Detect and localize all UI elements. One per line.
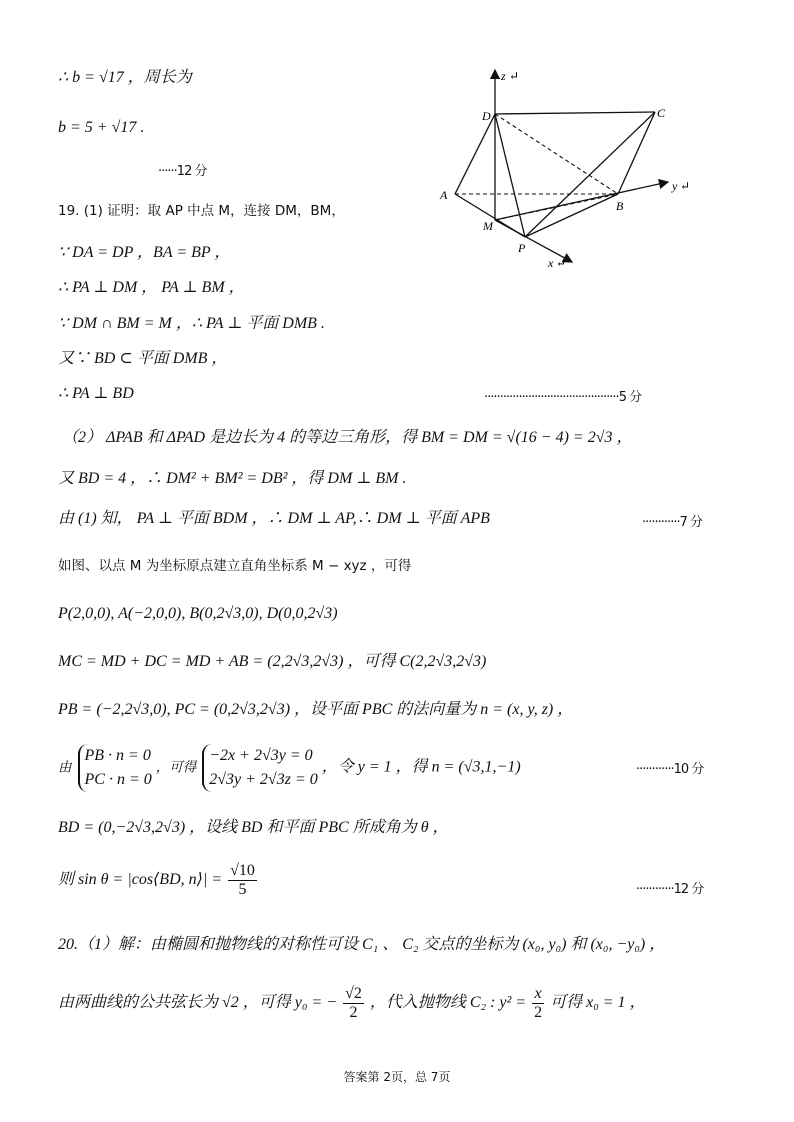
line-point-coordinates: P(2,0,0), A(−2,0,0), B(0,2√3,0), D(0,0,2√3)	[58, 605, 338, 622]
line-pa-perp-dm: ∴ PA ⊥ DM ， PA ⊥ BM ，	[58, 279, 245, 296]
label-y-mark: ↵	[680, 179, 690, 193]
label-b: B	[616, 199, 624, 213]
label-z: z	[501, 69, 506, 83]
edge-dc	[495, 112, 655, 114]
parabola-numerator: x	[532, 985, 544, 1004]
label-m: M	[483, 219, 493, 233]
score-10: ············10 分	[636, 762, 704, 777]
edge-db	[495, 114, 618, 194]
line-perimeter-b: ∴ b = √17 ，周长为	[58, 69, 192, 86]
problem-20-start: 20.（1）解：由椭圆和抛物线的对称性可设 C₁ 、 C₂ 交点的坐标为 (x₀, y₀) 和 (x₀, −y₀) ，	[58, 936, 666, 953]
label-a: A	[440, 188, 448, 202]
system-eq-2: 2√3y + 2√3z = 0	[209, 771, 318, 788]
chord-expr: 由两曲线的公共弦长为 √2 ，可得 y₀ = −	[58, 994, 338, 1012]
label-d: D	[482, 109, 491, 123]
parabola-expr: ，代入抛物线 C₂ : y² =	[369, 994, 527, 1012]
line-dm-cap-bm: ∵ DM ∩ BM = M ，∴ PA ⊥ 平面 DMB .	[58, 315, 325, 332]
system-eq-pc: PC · n = 0	[84, 771, 152, 788]
parabola-fraction	[532, 985, 544, 1022]
problem-19-proof-start: 19. (1) 证明：取 AP 中点 M，连接 DM，BM，	[58, 203, 345, 219]
edge-pb	[525, 194, 618, 237]
label-x-mark: ↵	[556, 256, 567, 270]
label-z-mark: ↵	[509, 69, 520, 83]
line-part2-equilateral: （2） ΔPAB 和 ΔPAD 是边长为 4 的等边三角形，得 BM = DM = √(16 − 4) = 2√3 ，	[62, 429, 633, 446]
line-vector-bd: BD = (0,−2√3,2√3) ，设线 BD 和平面 PBC 所成角为 θ ，	[58, 819, 449, 836]
score-5: ···········································5 分	[484, 390, 642, 405]
system-eq-1: −2x + 2√3y = 0	[209, 747, 313, 764]
line-bd-in-plane: 又∵ BD ⊂ 平面 DMB ，	[58, 350, 228, 367]
line-b-value: b = 5 + √17 .	[58, 119, 145, 136]
x0-result: 可得 x₀ = 1 ，	[550, 994, 646, 1012]
y-axis	[495, 182, 668, 220]
line-vectors-pb-pc: PB = (−2,2√3,0), PC = (0,2√3,2√3) ，设平面 PBC 的法向量为 n = (x, y, z) ，	[58, 701, 574, 718]
system-prefix: 由	[58, 759, 72, 776]
line-pa-perp-bd: ∴ PA ⊥ BD	[58, 385, 134, 402]
sin-theta-expr: 则 sin θ = |cos⟨BD, n⟩| =	[58, 871, 223, 889]
score-12: ············12 分	[636, 882, 704, 897]
sin-theta-fraction	[228, 862, 257, 899]
system-equations	[202, 744, 317, 792]
line-coordinate-system: 如图、以点 M 为坐标原点建立直角坐标系 M − xyz ，可得	[58, 558, 412, 574]
label-x: x	[548, 256, 554, 270]
page-footer: 答案第 2页，总 7页	[343, 1070, 451, 1084]
y0-fraction	[343, 985, 364, 1022]
pyramid-figure	[430, 62, 690, 282]
line-common-chord	[58, 985, 646, 1022]
parabola-denominator: 2	[534, 1004, 543, 1021]
line-normal-system	[58, 744, 521, 792]
fraction-numerator: √10	[230, 862, 255, 879]
system-mid: ，可得	[155, 759, 197, 776]
edge-cp	[525, 112, 655, 237]
system-dot-products	[78, 744, 152, 792]
score-12-top: ······12 分	[158, 164, 207, 179]
edge-cb	[618, 112, 655, 194]
score-7: ············7 分	[642, 515, 702, 530]
edge-da	[455, 114, 495, 194]
label-c: C	[657, 106, 666, 120]
system-result: ，令 y = 1 ，得 n = (√3,1,−1)	[321, 758, 521, 776]
line-sin-theta	[58, 862, 259, 899]
line-bd-4: 又 BD = 4 ，∴ DM² + BM² = DB² ，得 DM ⊥ BM .	[58, 470, 407, 487]
system-eq-pb: PB · n = 0	[84, 747, 151, 764]
fraction-denominator: 5	[238, 881, 247, 898]
line-vector-mc: MC = MD + DC = MD + AB = (2,2√3,2√3) ，可得 C(2,2√3,2√3)	[58, 653, 487, 670]
line-da-dp: ∵ DA = DP ，BA = BP ，	[58, 244, 231, 261]
line-dm-perp-apb: 由 (1) 知， PA ⊥ 平面 BDM ，∴ DM ⊥ AP,∴ DM ⊥ 平面 APB	[58, 510, 490, 527]
y0-numerator: √2	[345, 985, 362, 1002]
y0-denominator: 2	[349, 1004, 358, 1021]
label-y: y	[672, 179, 678, 193]
label-p: P	[518, 241, 526, 255]
